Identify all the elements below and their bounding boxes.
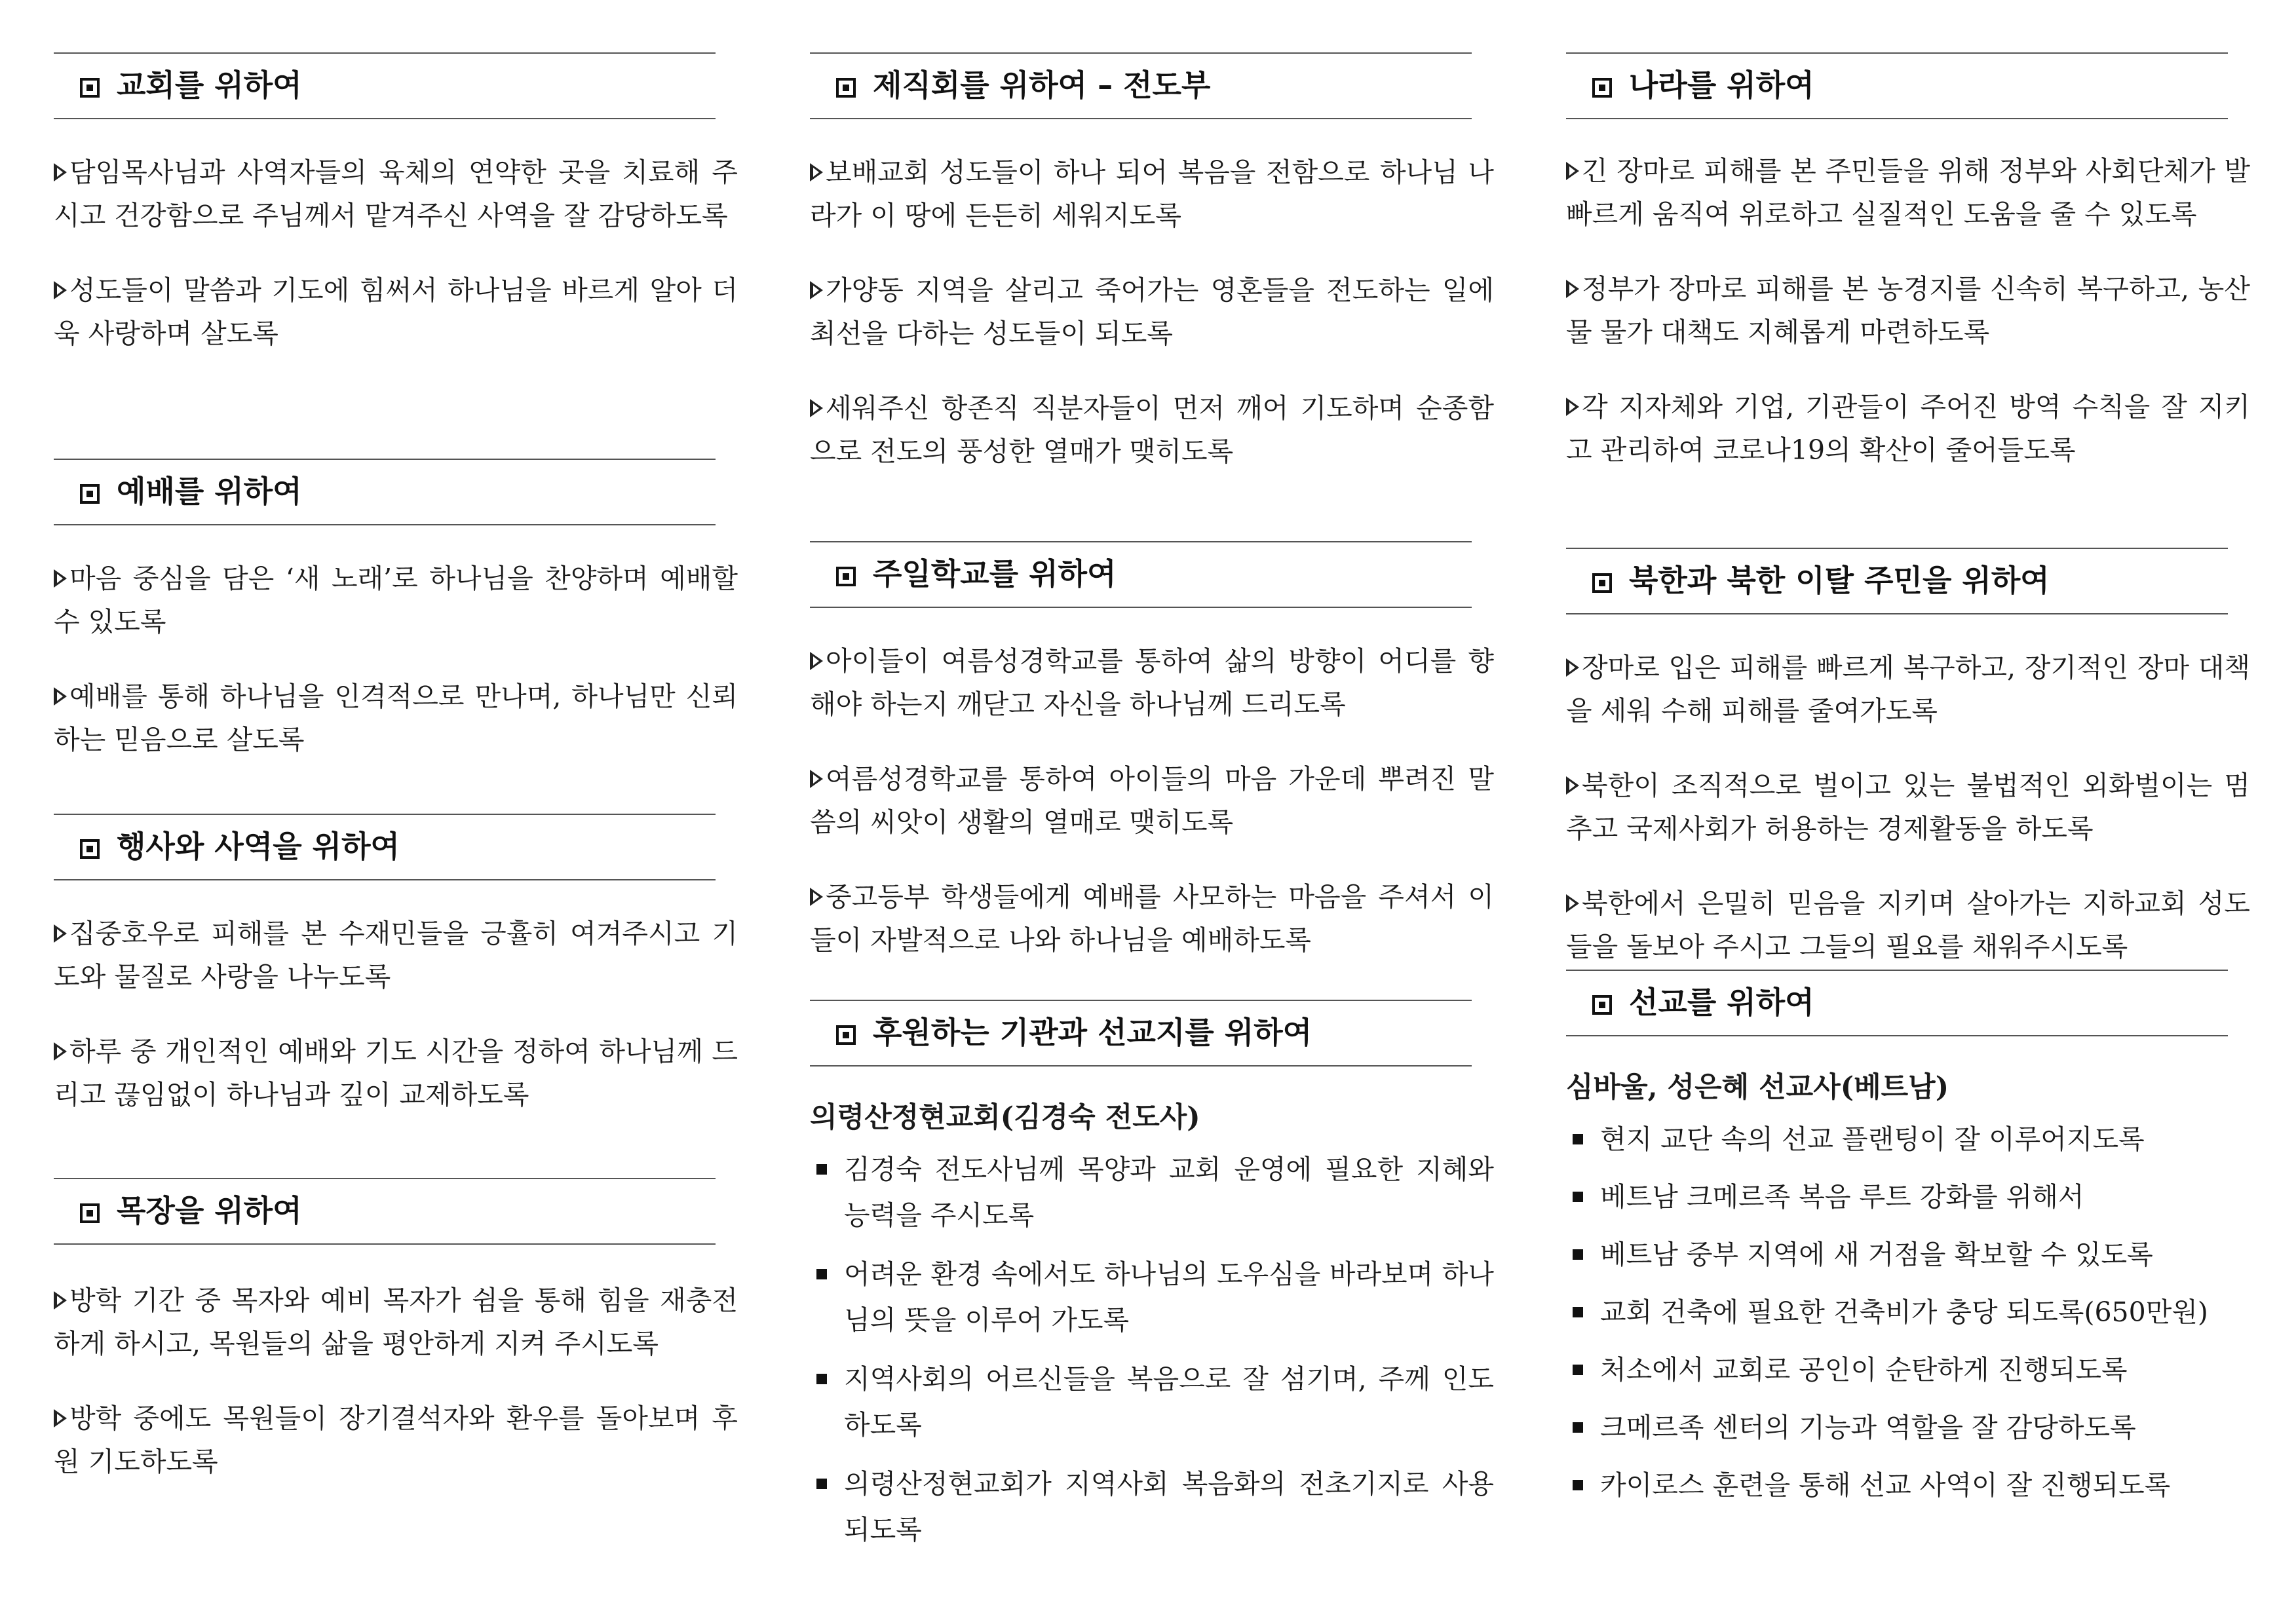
section-title: 선교를 위하여 bbox=[1629, 985, 1814, 1020]
list-item: 베트남 중부 지역에 새 거점을 확보할 수 있도록 bbox=[1566, 1232, 2250, 1277]
section-title: 제직회를 위하여 – 전도부 bbox=[873, 67, 1211, 103]
section-header bbox=[54, 52, 716, 119]
prayer-item: 예배를 통해 하나님을 인격적으로 만나며, 하나님만 신뢰하는 믿음으로 살도록 bbox=[54, 681, 738, 755]
prayer-item: 보배교회 성도들이 하나 되어 복음을 전함으로 하나님 나라가 이 땅에 든든히 세워지도록 bbox=[810, 157, 1494, 231]
prayer-item: 각 지자체와 기업, 기관들이 주어진 방역 수칙을 잘 지키고 관리하여 코로나19의 확산이 줄어들도록 bbox=[1566, 391, 2250, 466]
list-item: 어려운 환경 속에서도 하나님의 도우심을 바라보며 하나님의 뜻을 이루어 가도록 bbox=[810, 1251, 1494, 1343]
list-item: 카이로스 훈련을 통해 선교 사역이 잘 진행되도록 bbox=[1566, 1462, 2250, 1508]
square-bullet-icon bbox=[816, 1374, 827, 1384]
section-header bbox=[54, 814, 716, 880]
bullet-list bbox=[1566, 1116, 2250, 1508]
prayer-item: 담임목사님과 사역자들의 육체의 연약한 곳을 치료해 주시고 건강함으로 주님께서 맡겨주신 사역을 잘 감당하도록 bbox=[54, 157, 738, 231]
prayer-item: 집중호우로 피해를 본 수재민들을 긍휼히 여겨주시고 기도와 물질로 사랑을 나누도록 bbox=[54, 918, 738, 992]
square-bullet-icon bbox=[816, 1164, 827, 1175]
square-bullet-icon bbox=[836, 78, 856, 98]
section-missions bbox=[1566, 970, 2250, 1520]
section-title: 교회를 위하여 bbox=[117, 67, 302, 103]
square-bullet-icon bbox=[1573, 1307, 1583, 1317]
prayer-item: 세워주신 항존직 직분자들이 먼저 깨어 기도하며 순종함으로 전도의 풍성한 열매가 맺히도록 bbox=[810, 392, 1494, 467]
bullet-list bbox=[810, 1146, 1494, 1553]
section-events bbox=[54, 814, 738, 1116]
subheading: 심바울, 성은혜 선교사(베트남) bbox=[1566, 1071, 1949, 1104]
triangle-bullet-icon bbox=[810, 888, 823, 906]
triangle-bullet-icon bbox=[1566, 776, 1579, 795]
square-bullet-icon bbox=[80, 839, 100, 859]
list-item: 김경숙 전도사님께 목양과 교회 운영에 필요한 지혜와 능력을 주시도록 bbox=[810, 1146, 1494, 1238]
section-title: 나라를 위하여 bbox=[1629, 67, 1814, 103]
section-header bbox=[810, 1000, 1472, 1067]
section-header bbox=[810, 52, 1472, 119]
triangle-bullet-icon bbox=[810, 163, 823, 181]
triangle-bullet-icon bbox=[54, 163, 67, 181]
list-item: 크메르족 센터의 기능과 역할을 잘 감당하도록 bbox=[1566, 1405, 2250, 1450]
triangle-bullet-icon bbox=[810, 770, 823, 788]
section-header bbox=[54, 1178, 716, 1245]
section-deacons-evangelism bbox=[810, 52, 1494, 473]
triangle-bullet-icon bbox=[810, 281, 823, 299]
square-bullet-icon bbox=[1573, 1249, 1583, 1260]
section-header bbox=[54, 459, 716, 525]
section-title: 목장을 위하여 bbox=[117, 1193, 302, 1228]
prayer-item: 북한에서 은밀히 믿음을 지키며 살아가는 지하교회 성도들을 돌보아 주시고 그들의 필요를 채워주시도록 bbox=[1566, 888, 2250, 962]
square-bullet-icon bbox=[1573, 1192, 1583, 1202]
prayer-item: 방학 기간 중 목자와 예비 목자가 쉼을 통해 힘을 재충전하게 하시고, 목원들의 삶을 평안하게 지켜 주시도록 bbox=[54, 1285, 738, 1359]
triangle-bullet-icon bbox=[54, 1042, 67, 1061]
prayer-item: 하루 중 개인적인 예배와 기도 시간을 정하여 하나님께 드리고 끊임없이 하나님과 깊이 교제하도록 bbox=[54, 1036, 738, 1110]
list-item: 베트남 크메르족 복음 루트 강화를 위해서 bbox=[1566, 1174, 2250, 1220]
triangle-bullet-icon bbox=[1566, 658, 1579, 677]
square-bullet-icon bbox=[80, 484, 100, 504]
triangle-bullet-icon bbox=[54, 1409, 67, 1427]
square-bullet-icon bbox=[1592, 995, 1612, 1015]
section-title: 예배를 위하여 bbox=[117, 474, 302, 509]
triangle-bullet-icon bbox=[1566, 280, 1579, 298]
subheading: 의령산정현교회(김경숙 전도사) bbox=[810, 1101, 1200, 1134]
section-header bbox=[1566, 548, 2228, 614]
square-bullet-icon bbox=[816, 1269, 827, 1279]
section-cell-group bbox=[54, 1178, 738, 1483]
prayer-item: 정부가 장마로 피해를 본 농경지를 신속히 복구하고, 농산물 물가 대책도 지혜롭게 마련하도록 bbox=[1566, 273, 2250, 348]
square-bullet-icon bbox=[836, 1025, 856, 1045]
triangle-bullet-icon bbox=[54, 924, 67, 943]
list-item: 지역사회의 어르신들을 복음으로 잘 섬기며, 주께 인도하도록 bbox=[810, 1356, 1494, 1448]
square-bullet-icon bbox=[1573, 1134, 1583, 1144]
prayer-item: 방학 중에도 목원들이 장기결석자와 환우를 돌아보며 후원 기도하도록 bbox=[54, 1403, 738, 1477]
section-title: 북한과 북한 이탈 주민을 위하여 bbox=[1629, 563, 2050, 598]
triangle-bullet-icon bbox=[1566, 398, 1579, 416]
section-header bbox=[1566, 52, 2228, 119]
square-bullet-icon bbox=[80, 1203, 100, 1223]
triangle-bullet-icon bbox=[810, 652, 823, 670]
prayer-item: 가양동 지역을 살리고 죽어가는 영혼들을 전도하는 일에 최선을 다하는 성도들이 되도록 bbox=[810, 274, 1494, 349]
triangle-bullet-icon bbox=[810, 399, 823, 417]
section-title: 주일학교를 위하여 bbox=[873, 556, 1117, 592]
section-header bbox=[810, 541, 1472, 608]
triangle-bullet-icon bbox=[1566, 894, 1579, 913]
section-supported-missions bbox=[810, 1000, 1494, 1566]
section-title: 행사와 사역을 위하여 bbox=[117, 829, 400, 864]
section-worship bbox=[54, 459, 738, 761]
square-bullet-icon bbox=[80, 78, 100, 98]
list-item: 처소에서 교회로 공인이 순탄하게 진행되도록 bbox=[1566, 1347, 2250, 1393]
section-nation bbox=[1566, 52, 2250, 472]
section-header bbox=[1566, 970, 2228, 1036]
section-title: 후원하는 기관과 선교지를 위하여 bbox=[873, 1015, 1312, 1050]
square-bullet-icon bbox=[836, 567, 856, 586]
section-church bbox=[54, 52, 738, 355]
prayer-item: 긴 장마로 피해를 본 주민들을 위해 정부와 사회단체가 발 빠르게 움직여 위로하고 실질적인 도움을 줄 수 있도록 bbox=[1566, 155, 2250, 230]
square-bullet-icon bbox=[1592, 573, 1612, 593]
triangle-bullet-icon bbox=[54, 1291, 67, 1310]
prayer-item: 중고등부 학생들에게 예배를 사모하는 마음을 주셔서 이들이 자발적으로 나와 하나님을 예배하도록 bbox=[810, 881, 1494, 956]
list-item: 현지 교단 속의 선교 플랜팅이 잘 이루어지도록 bbox=[1566, 1116, 2250, 1162]
list-item: 교회 건축에 필요한 건축비가 충당 되도록(650만원) bbox=[1566, 1289, 2250, 1335]
prayer-item: 마음 중심을 담은 ‘새 노래’로 하나님을 찬양하며 예배할 수 있도록 bbox=[54, 563, 738, 637]
triangle-bullet-icon bbox=[1566, 162, 1579, 180]
prayer-item: 북한이 조직적으로 벌이고 있는 불법적인 외화벌이는 멈추고 국제사회가 허용하는 경제활동을 하도록 bbox=[1566, 770, 2250, 844]
prayer-item: 장마로 입은 피해를 빠르게 복구하고, 장기적인 장마 대책을 세워 수해 피해를 줄여가도록 bbox=[1566, 652, 2250, 727]
square-bullet-icon bbox=[816, 1479, 827, 1489]
triangle-bullet-icon bbox=[54, 281, 67, 299]
prayer-item: 성도들이 말씀과 기도에 힘써서 하나님을 바르게 알아 더욱 사랑하며 살도록 bbox=[54, 274, 738, 349]
square-bullet-icon bbox=[1573, 1365, 1583, 1375]
triangle-bullet-icon bbox=[54, 687, 67, 706]
prayer-item: 여름성경학교를 통하여 아이들의 마음 가운데 뿌려진 말씀의 씨앗이 생활의 열매로 맺히도록 bbox=[810, 763, 1494, 838]
section-north-korea bbox=[1566, 548, 2250, 968]
square-bullet-icon bbox=[1573, 1422, 1583, 1433]
square-bullet-icon bbox=[1592, 78, 1612, 98]
section-sunday-school bbox=[810, 541, 1494, 962]
triangle-bullet-icon bbox=[54, 569, 67, 588]
prayer-item: 아이들이 여름성경학교를 통하여 삶의 방향이 어디를 향해야 하는지 깨닫고 자신을 하나님께 드리도록 bbox=[810, 645, 1494, 720]
square-bullet-icon bbox=[1573, 1480, 1583, 1490]
list-item: 의령산정현교회가 지역사회 복음화의 전초기지로 사용되도록 bbox=[810, 1461, 1494, 1553]
